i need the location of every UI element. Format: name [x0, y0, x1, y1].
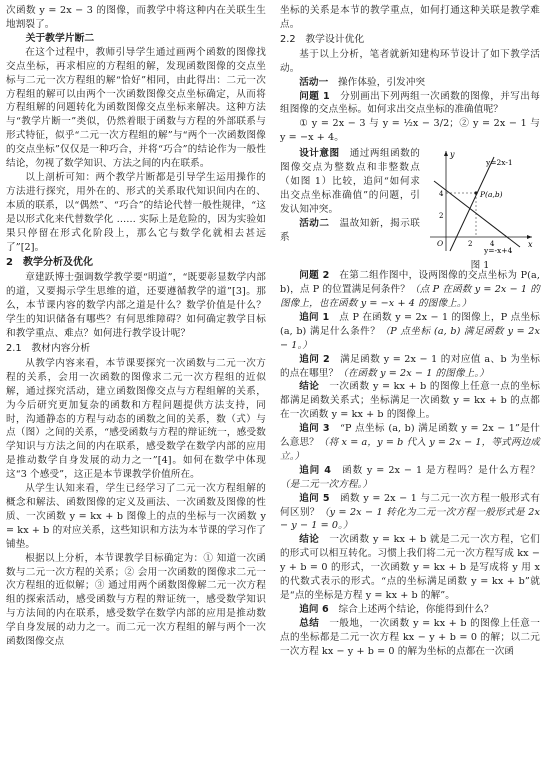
figure-side-text: [280, 147, 420, 267]
followup-2: [280, 353, 540, 381]
summary: [280, 617, 540, 659]
followup-6: [280, 603, 540, 617]
conclusion-label: 结论: [299, 381, 320, 393]
question-label: 问题 2: [299, 270, 330, 282]
followup-label: 追问 2: [299, 353, 330, 365]
section-heading: 2 教学分析及优化: [6, 257, 93, 269]
paragraph: 基于以上分析，笔者就新知建构环节设计了如下教学活动。: [280, 48, 540, 74]
answer-note: （将 x = a，y = b 代入 y = 2x − 1，等式两边成立。）: [280, 437, 540, 462]
intent-text: 通过两组函数的图像交点为整数点和非整数点（如图 1）比较，追问“如何求出交点坐标准确值”的问题，引发认知冲突。: [280, 148, 420, 215]
intent-label: 设计意图: [299, 148, 340, 160]
followup-text: 点 P 在函数 y = 2x − 1 的图像上，P 点坐标 (a, b) 满足什么条件？: [280, 311, 540, 337]
followup-text: 综合上述两个结论，你能得到什么？: [328, 603, 494, 615]
left-column: [6, 4, 266, 649]
paragraph: 在这个过程中，教师引导学生通过画两个函数的图像找交点坐标，再求相应的方程组的解，发现函数图像的交点坐标与二元一次方程组的解“恰好”相同，由此得出：二元一次方程组的解可以由两个一次函数图像交点坐标确定，从而将方程组解的问题转化为函数图像交点坐标来解决。这种方法与“教学片断一”类似，仍然着眼于函数与方程的外部联系与形式特征，似乎“二元一次方程组的解”与“两个一次函数图像的交点坐标”仅仅是一种巧合，并将“巧合”的结论作为一般性结论，勿视了数学知识、方法之间的内在联系。: [6, 46, 266, 170]
design-intent: [280, 147, 420, 217]
question-label: 问题 1: [299, 90, 330, 102]
line-label-2: y=-x+4: [484, 246, 513, 256]
point-label: P(a,b): [480, 190, 503, 200]
activity-title: 温故知新，揭示联系: [280, 217, 420, 243]
paragraph: 坐标的关系是本节的教学重点，如何打通这种关联是教学难点。: [280, 5, 540, 30]
activity-two: [280, 217, 420, 245]
followup-label: 追问 5: [299, 492, 330, 504]
question-text: 在第二组作图中，设两图像的交点坐标为 P(a, b)，点 P 的位置满足何条件？: [280, 270, 540, 296]
followup-text: 满足函数 y = 2x − 1 的对应值 a、b 为坐标的点在哪里？: [280, 353, 540, 379]
figure-1: [420, 147, 540, 272]
conclusion-label: 结论: [299, 534, 320, 546]
answer-note: （点 P 在函数 y = 2x − 1 的图像上，也在函数 y = −x + 4 的图像上。）: [280, 284, 540, 309]
summary-text: 一般地，一次函数 y = kx + b 的图像上任意一点的坐标都是二元一次方程 kx − y + b = 0 的解；以二元一次方程 kx − y + b = 0 的解为坐标的点都在一次函: [280, 617, 541, 657]
followup-text: 函数 y = 2x − 1 与二元一次方程一般形式有何区别？: [280, 492, 540, 518]
conclusion-2: [280, 533, 540, 603]
subsection-heading: 2.1 教材内容分析: [6, 342, 91, 354]
paragraph: 根据以上分析，本节课教学目标确定为：① 知道一次函数与二元一次方程的关系；② 会用一次函数的图像求二元一次方程组的近似解；③ 通过用两个函数图像解二元一次方程组的探索活动，感受函数与方程的辩证统一，感受数学知识与方法间的内在联系，感受数学在数学内部的应用是推动数学自身发展的动力之一。而二元一次方程组的解与两个一次函数图像交点: [6, 552, 266, 648]
intersection-point: [474, 192, 477, 195]
activity-label: 活动二: [299, 217, 330, 229]
question-one: [280, 90, 540, 118]
answer-note: （y = 2x − 1 转化为二元一次方程一般形式是 2x − y − 1 = 0。）: [280, 506, 540, 532]
conclusion-text: 一次函数 y = kx + b 的图像上任意一点的坐标都满足函数关系式；坐标满足一次函数 y = kx + b 的点都在一次函数 y = kx + b 的图像上。: [280, 381, 541, 421]
line-label-1: y=2x-1: [486, 158, 513, 168]
figure-row: [280, 147, 540, 272]
x-axis-label: x: [528, 240, 533, 250]
followup-label: 追问 1: [299, 311, 330, 323]
activity-one: [280, 76, 540, 90]
paragraph: 以上剖析可知：两个教学片断都是引导学生运用操作的方法进行探究，用外在的、形式的关系取代知识间内在的、本质的联系，以“偶然”、“巧合”的结论代替一般性规律，“这是以形式化来代替数学化 …… 实际上是危险的，因为实验如果只停留在形式化阶段上，那么它与数学化就相去甚远了”[2]。: [6, 171, 266, 253]
followup-text: 函数 y = 2x − 1 是方程吗？是什么方程？: [331, 464, 540, 476]
paragraph: 次函数 y = 2x − 3 的图像，而教学中将这种内在关联生生地割裂了。: [6, 5, 266, 30]
formula-line: ① y = 2x − 3 与 y = ½x − 3/2；② y = 2x − 1 与 y = −x + 4。: [280, 118, 540, 144]
followup-4: [280, 464, 540, 492]
subsection-heading: 2.2 教学设计优化: [280, 33, 365, 45]
activity-title: 操作体验，引发冲突: [328, 76, 426, 88]
conclusion-text: 一次函数 y = kx + b 就是二元一次方程，它们的形式可以相互转化。习惯上我们将二元一次方程写成 kx − y + b = 0 的形式，一次函数 y = kx + b 是写成将 y 用 x 的代数式表示的形式。“点的坐标满足函数 y = kx + b”就是“点的坐标是方程 y = kx + b 的解”。: [280, 534, 541, 601]
paragraph: 从学生认知来看，学生已经学习了二元一次方程组解的概念和解法、函数图像的定义及画法、一次函数及图像的性质、一次函数 y = kx + b 图像上的点的坐标与一次函数 y = kx + b 的对应关系，这些知识和方法为本节课的学习作了铺垫。: [6, 483, 266, 550]
section-subheading: 关于教学片断二: [25, 32, 95, 44]
activity-label: 活动一: [299, 76, 329, 88]
y-axis-label: y: [450, 150, 455, 160]
answer-note: （在函数 y = 2x − 1 的图像上。）: [338, 367, 489, 379]
x-tick-2: 2: [468, 240, 473, 249]
question-text: 分别画出下列两组一次函数的图像，并写出每组图像的交点坐标。如何求出交点坐标的准确值呢？: [280, 90, 540, 116]
followup-5: [280, 492, 540, 534]
y-tick-4: 4: [439, 190, 444, 199]
origin-label: O: [437, 239, 444, 249]
summary-label: 总结: [299, 617, 320, 629]
conclusion-1: [280, 380, 540, 422]
followup-text: “P 点坐标 (a, b) 满足函数 y = 2x − 1”是什么意思？: [280, 423, 540, 449]
function-graph: [424, 147, 536, 255]
right-column: [280, 4, 540, 659]
paragraph: 从教学内容来看，本节课要探究一次函数与二元一次方程的关系，会用一次函数的图像求二元一次方程组的近似解，通过探究活动，建立函数图像交点与方程组解的关系，为今后研究更加复杂的函数和方程问题提供方法支持，同时，沟通静态的方程与动态的函数之间的关系，数（式）与点（图）之间的关系，“感受函数与方程的辩证统一，感受数学知识与方法之间的内在联系，感受数学在数学内部的应用是推动数学自身发展的动力之一”[4]。如何在数学中体现这“3 个感受”，这正是本节课教学价值所在。: [6, 357, 266, 481]
y-tick-2: 2: [439, 212, 444, 221]
answer-note: （是二元一次方程。）: [280, 478, 373, 490]
followup-label: 追问 3: [299, 423, 330, 435]
paragraph: 章建跃博士强调数学教学要“明道”，“既要彰显数学内部的道，又要揭示学生思维的道，还要遵循教学的道”[3]。那么，本节课内容的数学内部之道是什么？数学价值是什么？学生的知识储备有哪些？有何思维障碍？如何确定教学目标和教学重点、难点？如何进行教学设计呢？: [6, 272, 266, 340]
followup-3: [280, 422, 540, 464]
x-tick-4: 4: [490, 240, 495, 249]
question-two: [280, 269, 540, 311]
y-axis-arrow: [444, 151, 448, 156]
followup-label: 追问 6: [299, 603, 329, 615]
figure-caption: 图 1: [470, 260, 490, 272]
answer-note: （P 点坐标 (a, b) 满足函数 y = 2x − 1。）: [280, 325, 540, 351]
followup-1: [280, 311, 540, 353]
x-axis-arrow: [527, 235, 532, 239]
followup-label: 追问 4: [299, 464, 331, 476]
